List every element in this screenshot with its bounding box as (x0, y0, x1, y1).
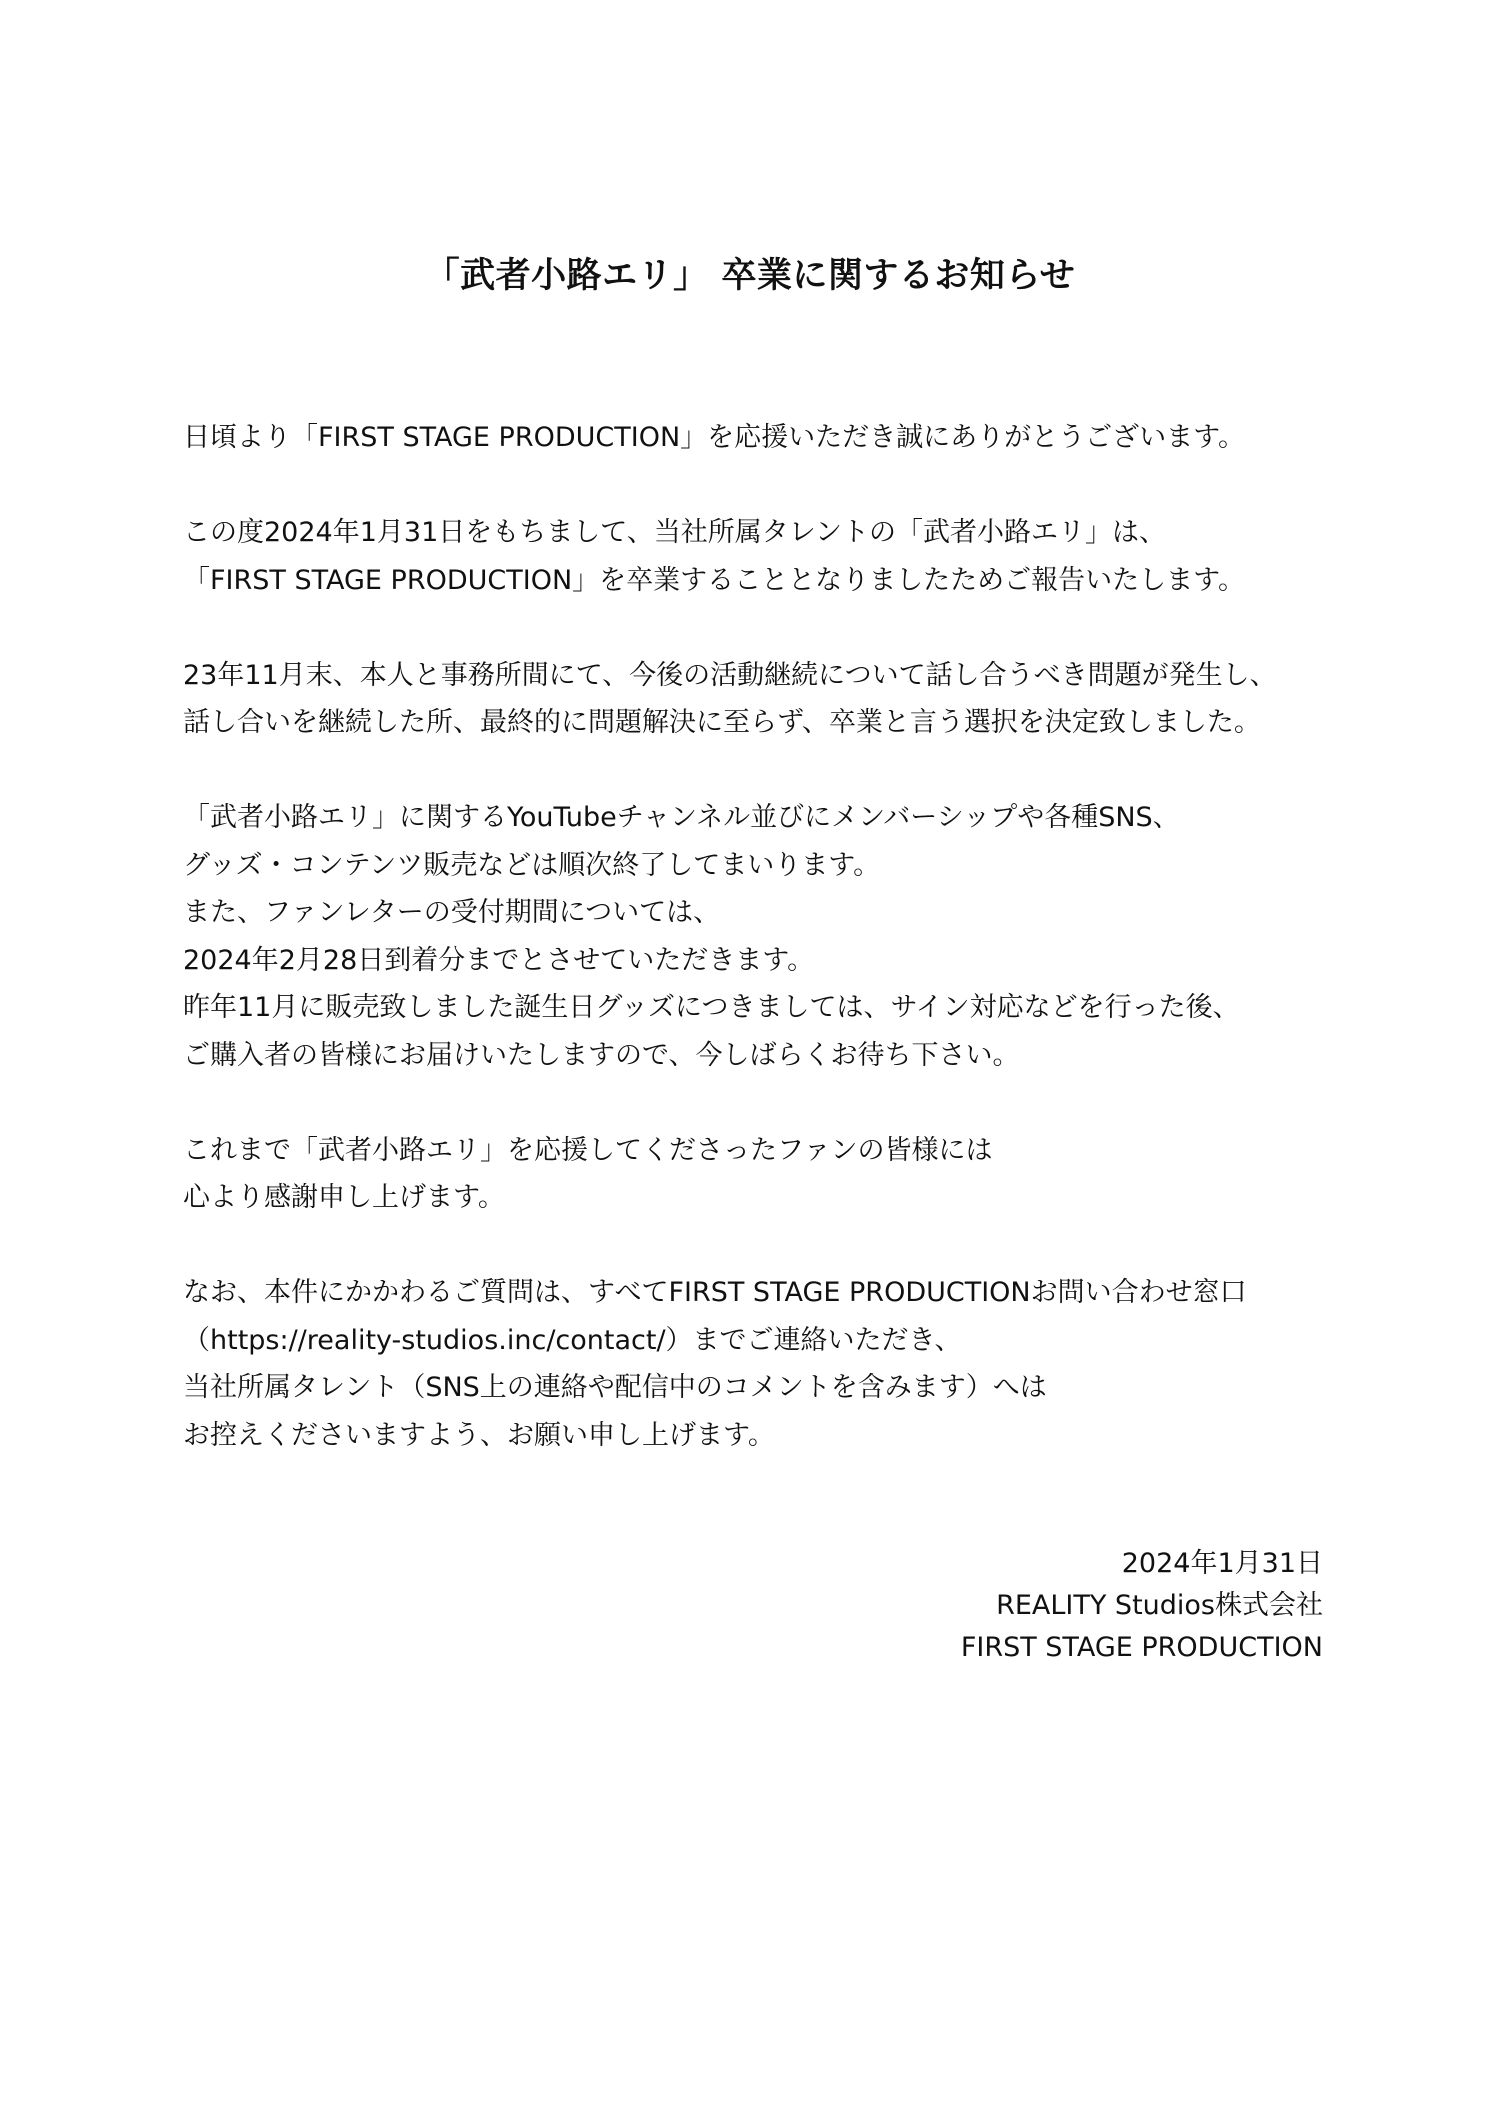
announcement-body (183, 414, 1343, 1507)
text-line: 昨年11月に販売致しました誕生日グッズにつきましては、サイン対応などを行った後、 (183, 992, 1240, 1023)
paragraph-services-ending (183, 794, 1343, 1079)
text-line: お控えくださいますよう、お願い申し上げます。 (183, 1419, 775, 1451)
text-line: 「武者小路エリ」に関するYouTubeチャンネル並びにメンバーシップや各種SNS、 (183, 802, 1180, 833)
text-line: また、ファンレターの受付期間については、 (183, 897, 721, 928)
text-line: 「FIRST STAGE PRODUCTION」を卒業することとなりましたためご報告いたします。 (183, 564, 1246, 596)
signature-company: REALITY Studios株式会社 (996, 1590, 1323, 1621)
text-line: 当社所属タレント（SNS上の連絡や配信中のコメントを含みます）へは (183, 1372, 1047, 1403)
text-line: この度2024年1月31日をもちまして、当社所属タレントの「武者小路エリ」は、 (183, 517, 1167, 548)
text-line: 心より感謝申し上げます。 (183, 1182, 505, 1213)
paragraph-thanks (183, 1127, 1343, 1222)
text-line: 話し合いを継続した所、最終的に問題解決に至らず、卒業と言う選択を決定致しました。 (183, 707, 1261, 738)
paragraph-greeting (183, 414, 1343, 462)
signature-date: 2024年1月31日 (1121, 1548, 1323, 1579)
text-line: なお、本件にかかわるご質問は、すべてFIRST STAGE PRODUCTIONお問い合わせ窓口 (183, 1277, 1247, 1308)
text-line: 23年11月末、本人と事務所間にて、今後の活動継続について話し合うべき問題が発生し、 (183, 659, 1277, 691)
text-line: これまで「武者小路エリ」を応援してくださったファンの皆様には (183, 1134, 993, 1166)
text-line: 日頃より「FIRST STAGE PRODUCTION」を応援いただき誠にありがとうございます。 (183, 422, 1246, 453)
paragraph-reason (183, 652, 1343, 747)
signature-block (961, 1543, 1323, 1669)
text-line: ご購入者の皆様にお届けいたしますので、今しばらくお待ち下さい。 (183, 1039, 1020, 1071)
text-line: グッズ・コンテンツ販売などは順次終了してまいります。 (183, 849, 881, 881)
paragraph-graduation-notice (183, 509, 1343, 604)
signature-label: FIRST STAGE PRODUCTION (960, 1632, 1323, 1663)
text-line: （https://reality-studios.inc/contact/）までご連絡いただき、 (183, 1324, 962, 1356)
page-title: 「武者小路エリ」 卒業に関するお知らせ (424, 256, 1076, 296)
text-line: 2024年2月28日到着分までとさせていただきます。 (183, 944, 815, 976)
paragraph-contact (183, 1269, 1343, 1459)
